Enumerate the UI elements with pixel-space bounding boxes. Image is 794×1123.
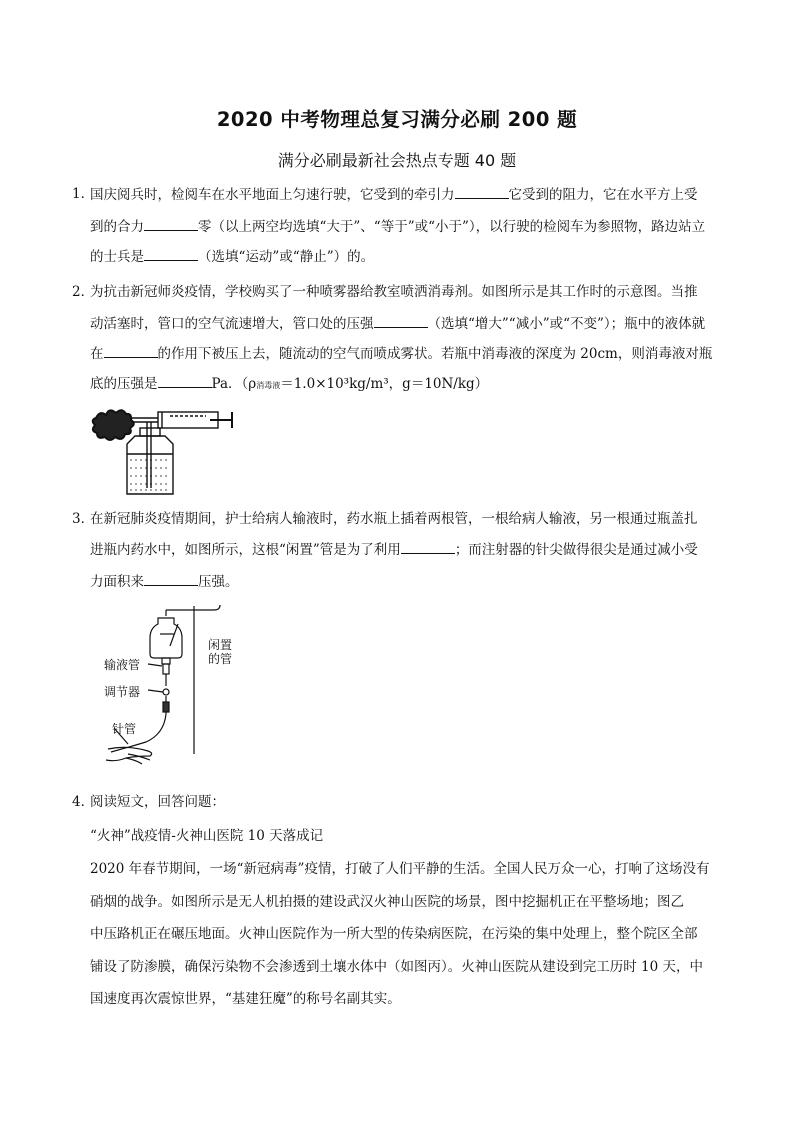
page-subtitle: 满分必刷最新社会热点专题 40 题: [277, 151, 517, 170]
question-4-number: 4．: [72, 794, 95, 810]
question-2-number: 2．: [72, 284, 95, 300]
question-3-line-3: 力面积来 压强。: [90, 571, 239, 592]
question-2-line-4: 底的压强是 Pa．（ρ消毒液＝1.0×10³kg/m³，g＝10N/kg）: [90, 373, 488, 396]
question-3-line-2: 进瓶内药水中，如图所示，这根“闲置”管是为了利用 ；而注射器的针尖做得很尖是通过减小受: [90, 539, 698, 560]
infusion-tube-label: 输液管: [104, 658, 141, 672]
article-line-1: 2020 年春节期间，一场“新冠病毒”疫情，打破了人们平静的生活。全国人民万众一心，打响了这场没有: [90, 861, 710, 877]
article-line-4: 铺设了防渗膜，确保污染物不会渗透到土壤水体中（如图丙）。火神山医院从建设到完工历时 10 天，中: [90, 959, 704, 975]
needle-label: 针管: [112, 722, 137, 736]
article-line-5: 国速度再次震惊世界，“基建狂魔”的称号名副其实。: [90, 991, 401, 1007]
question-1-number: 1．: [72, 186, 95, 202]
answer-blank: [158, 373, 212, 388]
question-1-line-3: 的士兵是 （选填“运动”或“静止”）的。: [90, 246, 374, 267]
article-line-3: 中压路机正在碾压地面。火神山医院作为一所大型的传染病医院，在污染的集中处理上，整个院区全部: [90, 926, 698, 942]
answer-blank: [374, 313, 428, 328]
page-title: 2020 中考物理总复习满分必刷 200 题: [216, 108, 578, 131]
answer-blank: [144, 571, 198, 586]
question-2-line-1: 为抗击新冠师炎疫情，学校购买了一种喷雾器给教室喷洒消毒剂。如图所示是其工作时的示意图。当推: [90, 284, 698, 300]
question-4-instruction: 阅读短文，回答问题：: [90, 794, 225, 810]
answer-blank: [144, 246, 198, 261]
answer-blank: [401, 539, 455, 554]
question-3-number: 3．: [72, 511, 95, 527]
question-3-line-1: 在新冠肺炎疫情期间，护士给病人输液时，药水瓶上插着两根管，一根给病人输液，另一根通过瓶盖扎: [90, 511, 698, 527]
article-heading: “火神”战疫情-火神山医院 10 天落成记: [90, 828, 324, 844]
sprayer-figure: [90, 398, 240, 498]
idle-tube-label-1: 闲置: [208, 638, 233, 652]
question-1-line-2: 到的合力 零（以上两空均选填“大于”、“等于”或“小于”），以行驶的检阅车为参照物，路边站立: [90, 216, 705, 237]
question-1-line-1: 国庆阅兵时，检阅车在水平地面上匀速行驶，它受到的牵引力 它受到的阻力，它在水平方上受: [90, 184, 698, 205]
idle-tube-label-2: 的管: [208, 652, 233, 666]
question-2-line-2: 动活塞时，管口的空气流速增大，管口处的压强 （选填“增大”“减小”或“不变”）；瓶中的液体就: [90, 313, 705, 334]
question-2-line-3: 在 的作用下被压上去，随流动的空气而喷成雾状。若瓶中消毒液的深度为 20cm，则消毒液对瓶: [90, 343, 712, 364]
answer-blank: [144, 216, 198, 231]
answer-blank: [104, 343, 158, 358]
regulator-label: 调节器: [104, 685, 141, 699]
article-line-2: 硝烟的战争。如图所示是无人机拍摄的建设武汉火神山医院的场景，图中挖掘机正在平整场地；图乙: [90, 894, 684, 910]
answer-blank: [455, 184, 509, 199]
